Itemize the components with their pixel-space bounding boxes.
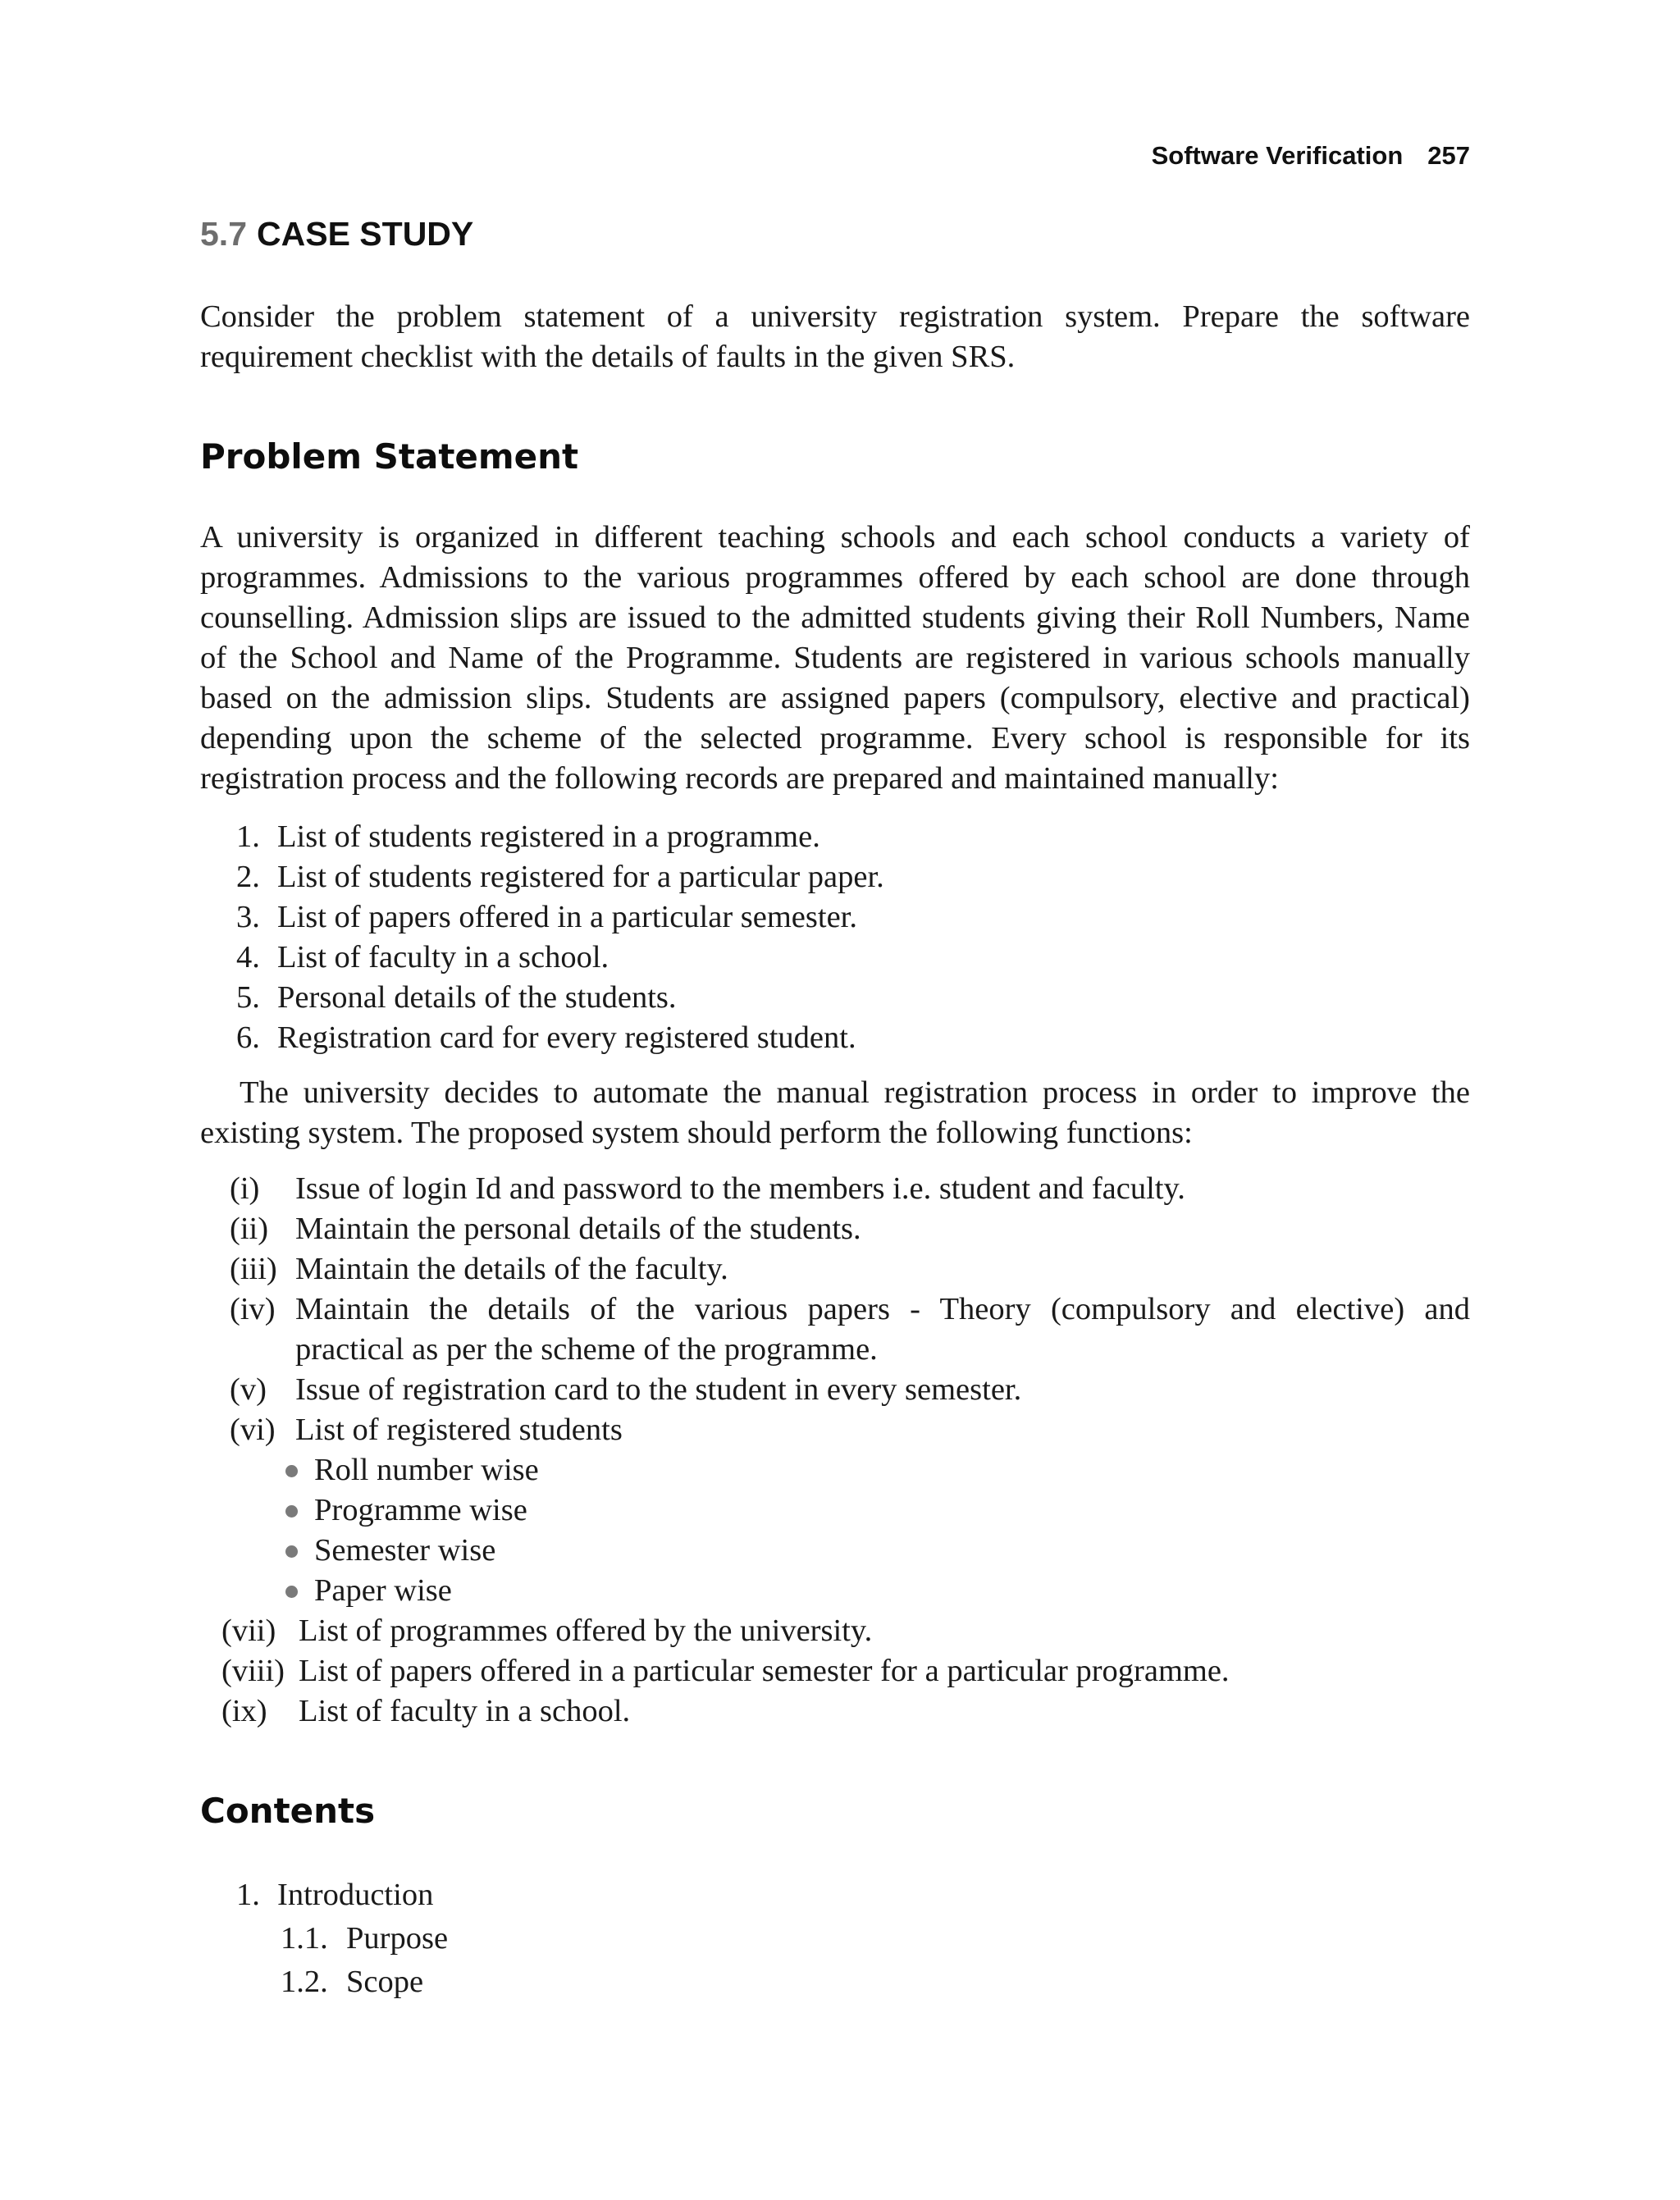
- list-item-text: List of papers offered in a particular semester.: [277, 900, 857, 934]
- function-number: (v): [230, 1372, 267, 1407]
- automation-paragraph: The university decides to automate the manual registration process in order to improve the existing system. The proposed system should perform the following functions:: [200, 1075, 1470, 1150]
- list-item-text: List of students registered for a particular paper.: [277, 860, 884, 894]
- list-item-text: List of faculty in a school.: [277, 940, 609, 974]
- contents-item-text: Scope: [346, 1965, 424, 1999]
- list-item-number: 5.: [236, 980, 260, 1015]
- running-head-title: Software Verification: [1151, 141, 1404, 170]
- function-text: Maintain the details of the various papers - Theory (compulsory and elective) and: [295, 1292, 1470, 1326]
- function-number: (vii): [221, 1613, 276, 1648]
- function-number: (viii): [221, 1654, 285, 1688]
- function-number: (vi): [230, 1413, 276, 1447]
- contents-item-text: Purpose: [346, 1921, 449, 1956]
- list-item-number: 4.: [236, 940, 260, 974]
- function-number: (i): [230, 1171, 260, 1206]
- list-item: [236, 1018, 260, 1058]
- function-number: (ix): [221, 1694, 267, 1728]
- function-text-continuation: practical as per the scheme of the programme.: [295, 1332, 878, 1367]
- problem-statement-paragraph: A university is organized in different teaching schools and each school conducts a variety of programmes. Admissions to the various programmes offered by each school are done through counselling. Admission slips are issued to the admitted students giving their Roll Numbers, Name of the School and Name of the Programme. Students are registered in various schools manually based on the admission slips. Students are assigned papers (compulsory, elective and practical) depending upon the scheme of the selected programme. Every school is responsible for its registration process and the following records are prepared and maintained manually:: [200, 520, 1470, 796]
- list-item-text: Registration card for every registered student.: [277, 1020, 856, 1055]
- list-item: [236, 897, 260, 938]
- contents-item-number: 1.: [236, 1878, 260, 1912]
- list-item-number: 3.: [236, 900, 260, 934]
- section-heading: [200, 215, 473, 253]
- function-text: List of papers offered in a particular semester for a particular programme.: [299, 1654, 1230, 1688]
- sub-bullet-text: Programme wise: [314, 1493, 527, 1527]
- function-number: (ii): [230, 1212, 269, 1246]
- section-title: CASE STUDY: [257, 215, 474, 253]
- contents-item-text: Introduction: [277, 1878, 434, 1912]
- intro-paragraph: Consider the problem statement of a university registration system. Prepare the software requirement checklist with the details of faults in the given SRS.: [200, 299, 1470, 374]
- bullet-icon: [285, 1586, 298, 1598]
- bullet-icon: [285, 1465, 298, 1477]
- list-item: [236, 978, 260, 1018]
- list-item: [236, 938, 260, 978]
- sub-bullet-text: Paper wise: [314, 1573, 452, 1608]
- contents-heading: Contents: [200, 1791, 376, 1831]
- list-item-text: List of students registered in a programme.: [277, 819, 820, 854]
- list-item: [236, 817, 260, 857]
- bullet-icon: [285, 1545, 298, 1558]
- page-number: 257: [1427, 141, 1470, 170]
- function-text: Maintain the details of the faculty.: [295, 1252, 728, 1286]
- function-text: Maintain the personal details of the students.: [295, 1212, 861, 1246]
- sub-bullet-text: Semester wise: [314, 1533, 496, 1568]
- contents-item-number: 1.1.: [281, 1921, 328, 1956]
- list-item-number: 1.: [236, 819, 260, 854]
- function-text: List of faculty in a school.: [299, 1694, 631, 1728]
- contents-item-number: 1.2.: [281, 1965, 328, 1999]
- bullet-icon: [285, 1505, 298, 1518]
- function-text: Issue of login Id and password to the members i.e. student and faculty.: [295, 1171, 1185, 1206]
- function-number: (iv): [230, 1292, 276, 1326]
- sub-bullet-text: Roll number wise: [314, 1453, 539, 1487]
- list-item: [236, 857, 260, 897]
- list-item-text: Personal details of the students.: [277, 980, 677, 1015]
- list-item-number: 6.: [236, 1020, 260, 1055]
- problem-statement-heading: Problem Statement: [200, 436, 579, 477]
- list-item-number: 2.: [236, 860, 260, 894]
- running-head: [1152, 141, 1470, 171]
- section-number: 5.7: [200, 215, 247, 253]
- function-text: List of programmes offered by the university.: [299, 1613, 873, 1648]
- function-text: Issue of registration card to the student in every semester.: [295, 1372, 1022, 1407]
- function-text: List of registered students: [295, 1413, 623, 1447]
- function-number: (iii): [230, 1252, 277, 1286]
